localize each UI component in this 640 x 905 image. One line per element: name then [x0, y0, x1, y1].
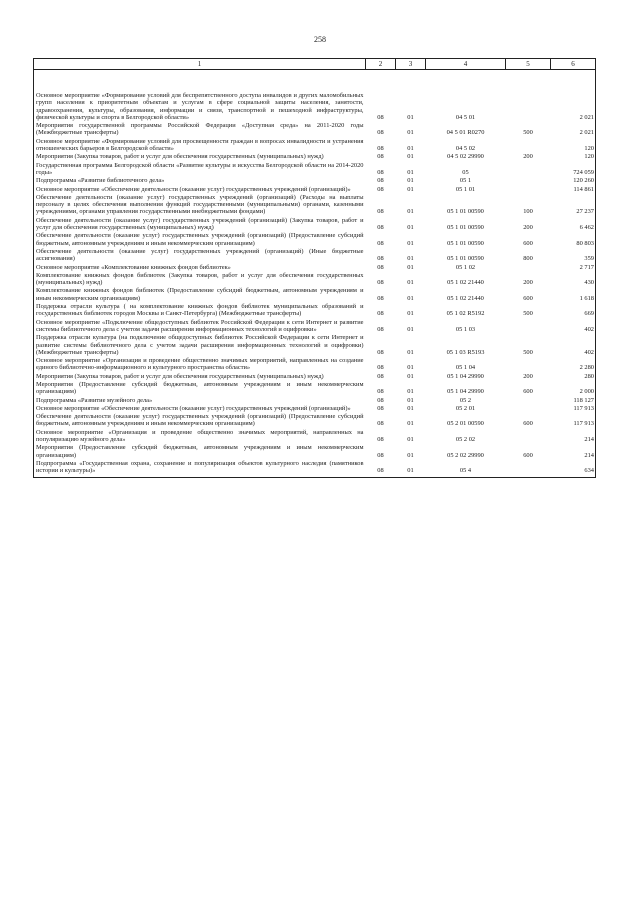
- row-subsection: 01: [407, 404, 414, 412]
- row-name: Обеспечение деятельности (оказание услуг) государственных учреждений (организаций) (Расходы на выплаты персоналу в целях обеспечения выполнения функций государственными (муниципальными) органами, казенными учреждениями, органами управления государственными внебюджетными фондами): [34, 193, 366, 216]
- row-amount: 117 913: [551, 412, 596, 428]
- row-name: Мероприятия (Предоставление субсидий бюджетным, автономным учреждениям и иным некоммерческим организациям): [34, 443, 366, 459]
- table-row: [34, 193, 596, 216]
- row-target-article: 04 5 01 R0270: [446, 129, 485, 137]
- row-subsection: 01: [407, 279, 414, 287]
- row-expense-type: [506, 459, 551, 477]
- row-expense-type: 600: [523, 420, 533, 428]
- row-section: 08: [377, 224, 384, 232]
- row-amount: 118 127: [551, 396, 596, 404]
- row-subsection: 01: [407, 310, 414, 318]
- row-section: 08: [377, 239, 384, 247]
- budget-table: [33, 58, 596, 478]
- row-expense-type: 200: [523, 372, 533, 380]
- row-expense-type: [506, 318, 551, 334]
- row-section: 08: [377, 420, 384, 428]
- row-amount: 402: [551, 333, 596, 356]
- row-subsection: 01: [407, 168, 414, 176]
- row-name: Основное мероприятие «Обеспечение деятельности (оказание услуг) государственных учреждений (организаций)»: [34, 404, 366, 412]
- row-section: 08: [377, 255, 384, 263]
- row-expense-type: 200: [523, 224, 533, 232]
- row-amount: 114 861: [551, 185, 596, 193]
- row-amount: 359: [551, 247, 596, 263]
- table-row: [34, 396, 596, 404]
- row-subsection: 01: [407, 451, 414, 459]
- row-expense-type: [506, 404, 551, 412]
- row-name: Поддержка отрасли культура (на подключение общедоступных библиотек Российской Федерации к сети Интернет и развитие системы библиотечного дела с учетом задачи расширения информационных технологий и оцифровки) (Межбюджетные трансферты): [34, 333, 366, 356]
- row-amount: 117 913: [551, 404, 596, 412]
- row-subsection: 01: [407, 185, 414, 193]
- row-subsection: 01: [407, 388, 414, 396]
- row-section: 08: [377, 185, 384, 193]
- row-section: 08: [377, 388, 384, 396]
- row-subsection: 01: [407, 153, 414, 161]
- row-target-article: 05 2 01: [455, 404, 476, 412]
- row-name: Мероприятия (Предоставление субсидий бюджетным, автономным учреждениям и иным некоммерческим организациям): [34, 380, 366, 396]
- row-expense-type: 600: [523, 239, 533, 247]
- row-expense-type: [506, 176, 551, 184]
- row-amount: 280: [551, 372, 596, 380]
- row-target-article: 05 1 04 29990: [447, 372, 484, 380]
- row-amount: 6 462: [551, 216, 596, 232]
- table-row: [34, 121, 596, 137]
- row-section: 08: [377, 177, 384, 185]
- row-section: 08: [366, 459, 396, 477]
- row-section: 08: [377, 168, 384, 176]
- row-expense-type: 800: [523, 255, 533, 263]
- table-row: [34, 380, 596, 396]
- row-amount: 214: [551, 428, 596, 444]
- header-row: [34, 59, 596, 70]
- row-target-article: 05 1 02: [455, 263, 476, 271]
- row-target-article: 05 1 02 21440: [447, 279, 484, 287]
- row-name: Основное мероприятие «Подключение общедоступных библиотек Российской Федерации к сети Интернет и развитие системы библиотечного дела с учетом задачи расширения информационных технологий и оцифровки»: [34, 318, 366, 334]
- row-section: 08: [377, 310, 384, 318]
- row-target-article: 05 4: [426, 459, 506, 477]
- row-subsection: 01: [407, 208, 414, 216]
- header-col-2: 2: [366, 59, 396, 70]
- row-expense-type: [506, 185, 551, 193]
- row-subsection: 01: [407, 364, 414, 372]
- table-row: [34, 318, 596, 334]
- table-row: [34, 152, 596, 160]
- header-col-3: 3: [396, 59, 426, 70]
- row-amount: 120: [551, 152, 596, 160]
- row-subsection: 01: [407, 294, 414, 302]
- row-expense-type: 500: [523, 348, 533, 356]
- row-subsection: 01: [407, 129, 414, 137]
- row-expense-type: [506, 356, 551, 372]
- row-amount: 724 059: [551, 161, 596, 177]
- row-subsection: 01: [407, 177, 414, 185]
- row-section: 08: [377, 208, 384, 216]
- page-number: 258: [314, 35, 326, 44]
- row-expense-type: [506, 70, 551, 122]
- table-row: [34, 231, 596, 247]
- row-target-article: 05 1 01 00590: [447, 224, 484, 232]
- row-subsection: 01: [396, 459, 426, 477]
- row-target-article: 05 1: [459, 177, 472, 185]
- row-name: Подпрограмма «Развитие библиотечного дела»: [34, 176, 366, 184]
- row-name: Мероприятия (Закупка товаров, работ и услуг для обеспечения государственных (муниципальных) нужд): [34, 152, 366, 160]
- row-name: Комплектование книжных фондов библиотек (Предоставление субсидий бюджетным, автономным учреждениям и иным некоммерческим организациям): [34, 286, 366, 302]
- header-col-5: 5: [506, 59, 551, 70]
- row-amount: 669: [551, 302, 596, 318]
- row-name: Обеспечение деятельности (оказание услуг) государственных учреждений (организаций) (Предоставление субсидий бюджетным, автономным учреждениям и иным некоммерческим организациям): [34, 231, 366, 247]
- row-section: 08: [377, 279, 384, 287]
- row-target-article: 05 2: [459, 396, 472, 404]
- row-name: Подпрограмма «Развитие музейного дела»: [34, 396, 366, 404]
- table-row: [34, 412, 596, 428]
- row-target-article: 04 5 01: [455, 113, 476, 121]
- row-subsection: 01: [407, 396, 414, 404]
- row-target-article: 05 1 03 R5193: [446, 348, 485, 356]
- row-target-article: 05 1 02 R5192: [446, 310, 485, 318]
- row-expense-type: 600: [523, 388, 533, 396]
- row-name: Основное мероприятие «Организация и проведение общественно значимых мероприятий, направленных на создание единого библиотечно-информационного и культурного пространства области»: [34, 356, 366, 372]
- row-subsection: 01: [407, 436, 414, 444]
- table-row: [34, 161, 596, 177]
- row-name: Обеспечение деятельности (оказание услуг) государственных учреждений (организаций) (Предоставление субсидий бюджетным, автономным учреждениям и иным некоммерческим организациям): [34, 412, 366, 428]
- row-amount: 1 618: [551, 286, 596, 302]
- row-name: Государственная программа Белгородской области «Развитие культуры и искусства Белгородской области на 2014-2020 годы»: [34, 161, 366, 177]
- row-section: 08: [377, 372, 384, 380]
- row-name: Основное мероприятие «Организация и проведение общественно значимых мероприятий, направленных на популяризацию музейного дела»: [34, 428, 366, 444]
- row-expense-type: 500: [523, 310, 533, 318]
- table-body: [34, 70, 596, 478]
- row-section: 08: [377, 129, 384, 137]
- row-section: 08: [377, 364, 384, 372]
- row-target-article: 05: [462, 168, 469, 176]
- table-row: [34, 176, 596, 184]
- table-row: [34, 286, 596, 302]
- row-target-article: 05 2 02: [455, 436, 476, 444]
- table-row: [34, 372, 596, 380]
- row-amount: 80 803: [551, 231, 596, 247]
- header-col-4: 4: [426, 59, 506, 70]
- row-expense-type: 500: [523, 129, 533, 137]
- row-subsection: 01: [407, 420, 414, 428]
- row-name: Основное мероприятие «Комплектование книжных фондов библиотек»: [34, 263, 366, 271]
- table-row: [34, 302, 596, 318]
- row-amount: 27 237: [551, 193, 596, 216]
- row-subsection: 01: [407, 348, 414, 356]
- header-col-1: 1: [34, 59, 366, 70]
- row-name: Основное мероприятие «Обеспечение деятельности (оказание услуг) государственных учреждений (организаций)»: [34, 185, 366, 193]
- row-name: Комплектование книжных фондов библиотек (Закупка товаров, работ и услуг для обеспечения государственных (муниципальных) нужд): [34, 271, 366, 287]
- row-subsection: 01: [407, 263, 414, 271]
- row-subsection: 01: [407, 224, 414, 232]
- row-expense-type: 100: [523, 208, 533, 216]
- row-amount: 120: [551, 137, 596, 153]
- header-col-6: 6: [551, 59, 596, 70]
- row-section: 08: [377, 153, 384, 161]
- row-amount: 430: [551, 271, 596, 287]
- row-section: 08: [377, 396, 384, 404]
- row-subsection: 01: [407, 255, 414, 263]
- row-expense-type: [506, 428, 551, 444]
- row-target-article: 04 5 02: [455, 145, 476, 153]
- row-subsection: 01: [407, 113, 414, 121]
- row-section: 08: [377, 263, 384, 271]
- row-subsection: 01: [407, 239, 414, 247]
- row-section: 08: [377, 348, 384, 356]
- row-expense-type: 600: [523, 294, 533, 302]
- row-amount: 634: [551, 459, 596, 477]
- table-row: [34, 247, 596, 263]
- row-target-article: 05 1 04 29990: [447, 388, 484, 396]
- table-row: [34, 70, 596, 122]
- row-target-article: 05 2 01 00590: [447, 420, 484, 428]
- row-amount: 402: [551, 318, 596, 334]
- row-section: 08: [377, 436, 384, 444]
- row-target-article: 05 2 02 29990: [447, 451, 484, 459]
- table-row: [34, 271, 596, 287]
- row-expense-type: 200: [523, 279, 533, 287]
- row-subsection: 01: [407, 372, 414, 380]
- row-subsection: 01: [407, 145, 414, 153]
- table-row: [34, 185, 596, 193]
- row-expense-type: [506, 137, 551, 153]
- table-row: [34, 459, 596, 477]
- row-name: Основное мероприятие «Формирование условий для просвещенности граждан в вопросах инвалидности и устранения отношенческих барьеров в Белгородской области»: [34, 137, 366, 153]
- row-subsection: 01: [407, 325, 414, 333]
- row-name: Основное мероприятие «Формирование условий для беспрепятственного доступа инвалидов и других маломобильных групп населения к приоритетным объектам и услугам в сфере социальной защиты населения, занятости, здравоохранения, культуры, образования, информации и связи, транспортной и пешеходной инфраструктуры, физической культуры и спорта в Белгородской области»: [34, 70, 366, 122]
- row-section: 08: [377, 113, 384, 121]
- table-row: [34, 216, 596, 232]
- row-section: 08: [377, 294, 384, 302]
- row-expense-type: [506, 263, 551, 271]
- table-row: [34, 404, 596, 412]
- row-amount: 214: [551, 443, 596, 459]
- row-target-article: 05 1 04: [455, 364, 476, 372]
- row-expense-type: [506, 396, 551, 404]
- table-row: [34, 137, 596, 153]
- row-expense-type: 200: [523, 153, 533, 161]
- table-row: [34, 356, 596, 372]
- table-row: [34, 263, 596, 271]
- row-name: Обеспечение деятельности (оказание услуг) государственных учреждений (организаций) (Иные бюджетные ассигнования): [34, 247, 366, 263]
- row-target-article: 04 5 02 29990: [447, 153, 484, 161]
- row-section: 08: [377, 325, 384, 333]
- row-amount: 2 021: [551, 121, 596, 137]
- row-target-article: 05 1 01 00590: [447, 239, 484, 247]
- row-name: Мероприятия (Закупка товаров, работ и услуг для обеспечения государственных (муниципальных) нужд): [34, 372, 366, 380]
- row-name: Обеспечение деятельности (оказание услуг) государственных учреждений (организаций) (Закупка товаров, работ и услуг для обеспечения государственных (муниципальных) нужд): [34, 216, 366, 232]
- row-expense-type: [506, 161, 551, 177]
- row-target-article: 05 1 02 21440: [447, 294, 484, 302]
- table-row: [34, 333, 596, 356]
- row-amount: 2 717: [551, 263, 596, 271]
- row-target-article: 05 1 01: [455, 185, 476, 193]
- row-name: Подпрограмма «Государственная охрана, сохранение и популяризация объектов культурного наследия (памятников истории и культуры)»: [34, 459, 366, 477]
- row-amount: 120 260: [551, 176, 596, 184]
- row-section: 08: [377, 145, 384, 153]
- row-name: Поддержка отрасли культура ( на комплектование книжных фондов библиотек муниципальных образований и государственных библиотек городов Москвы и Санкт-Петербурга) (Межбюджетные трансферты): [34, 302, 366, 318]
- row-target-article: 05 1 03: [455, 325, 476, 333]
- row-expense-type: 600: [523, 451, 533, 459]
- row-amount: 2 000: [551, 380, 596, 396]
- row-target-article: 05 1 01 00590: [447, 255, 484, 263]
- row-amount: 2 021: [551, 70, 596, 122]
- table-row: [34, 443, 596, 459]
- row-name: Мероприятия государственной программы Российской Федерации «Доступная среда» на 2011-2020 годы (Межбюджетные трансферты): [34, 121, 366, 137]
- table-row: [34, 428, 596, 444]
- row-target-article: 05 1 01 00590: [447, 208, 484, 216]
- row-amount: 2 280: [551, 356, 596, 372]
- row-section: 08: [377, 404, 384, 412]
- row-section: 08: [377, 451, 384, 459]
